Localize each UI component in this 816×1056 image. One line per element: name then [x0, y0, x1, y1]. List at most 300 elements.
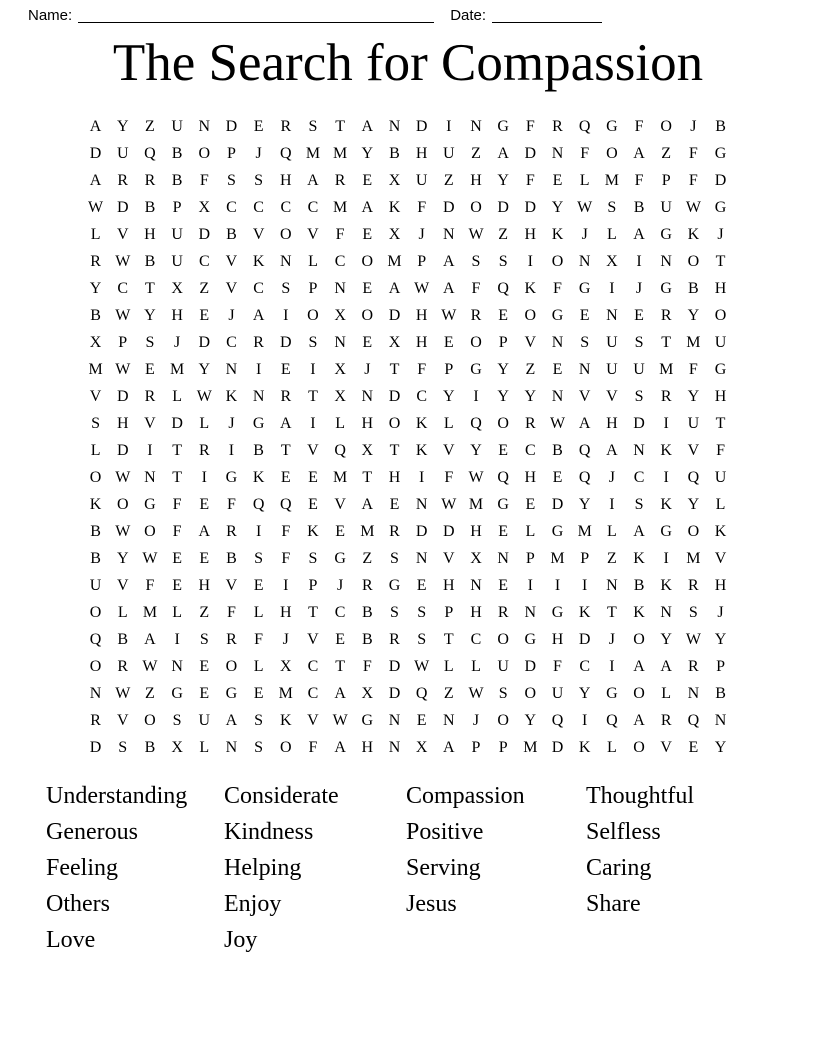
grid-letter[interactable]: F	[417, 361, 427, 378]
grid-letter[interactable]: O	[524, 307, 537, 324]
grid-letter[interactable]: S	[254, 550, 264, 567]
grid-letter[interactable]: F	[553, 658, 562, 675]
grid-letter[interactable]: A	[307, 172, 319, 189]
grid-letter[interactable]: E	[253, 118, 264, 135]
grid-letter[interactable]: A	[361, 118, 374, 135]
grid-letter[interactable]: W	[414, 280, 430, 297]
grid-letter[interactable]: Q	[687, 469, 700, 486]
grid-letter[interactable]: W	[441, 496, 457, 513]
grid-letter[interactable]: U	[714, 334, 727, 351]
grid-letter[interactable]: Z	[443, 685, 454, 702]
grid-letter[interactable]: G	[660, 226, 672, 243]
grid-letter[interactable]: E	[253, 685, 264, 702]
grid-letter[interactable]: V	[225, 280, 238, 297]
word-list-item[interactable]: Enjoy	[224, 891, 282, 917]
grid-letter[interactable]: I	[228, 442, 235, 459]
grid-letter[interactable]: E	[308, 496, 318, 513]
grid-letter[interactable]: G	[497, 118, 509, 135]
grid-letter[interactable]: S	[145, 334, 155, 351]
grid-letter[interactable]: N	[606, 577, 618, 594]
grid-letter[interactable]: N	[280, 253, 292, 270]
grid-letter[interactable]: J	[173, 334, 181, 351]
grid-letter[interactable]: I	[255, 523, 262, 540]
grid-letter[interactable]: S	[471, 253, 481, 270]
grid-letter[interactable]: O	[144, 523, 156, 540]
grid-letter[interactable]: B	[688, 280, 699, 297]
grid-letter[interactable]: N	[714, 712, 727, 729]
grid-letter[interactable]: F	[688, 361, 698, 378]
grid-letter[interactable]: V	[443, 442, 455, 459]
grid-letter[interactable]: E	[362, 334, 373, 351]
grid-letter[interactable]: K	[388, 199, 401, 216]
grid-letter[interactable]: F	[688, 145, 698, 162]
grid-letter[interactable]: O	[361, 253, 374, 270]
grid-letter[interactable]: R	[688, 658, 699, 675]
grid-letter[interactable]: A	[334, 739, 346, 756]
grid-letter[interactable]: H	[443, 577, 455, 594]
grid-letter[interactable]: U	[443, 145, 455, 162]
grid-letter[interactable]: A	[443, 253, 455, 270]
grid-letter[interactable]: H	[714, 577, 727, 594]
grid-letter[interactable]: G	[225, 469, 238, 486]
grid-letter[interactable]: N	[89, 685, 102, 702]
grid-letter[interactable]: E	[498, 307, 509, 324]
grid-letter[interactable]: V	[307, 631, 319, 648]
grid-letter[interactable]: X	[89, 334, 102, 351]
grid-letter[interactable]: Y	[497, 388, 509, 405]
grid-letter[interactable]: D	[415, 523, 428, 540]
grid-letter[interactable]: A	[280, 415, 292, 432]
grid-letter[interactable]: F	[580, 145, 590, 162]
grid-letter[interactable]: E	[552, 172, 563, 189]
grid-letter[interactable]: H	[470, 604, 482, 621]
grid-letter[interactable]: I	[147, 442, 153, 459]
grid-letter[interactable]: O	[225, 658, 238, 675]
grid-letter[interactable]: Y	[578, 685, 591, 702]
grid-letter[interactable]: G	[606, 118, 618, 135]
grid-letter[interactable]: W	[414, 658, 430, 675]
grid-letter[interactable]: D	[89, 145, 102, 162]
grid-letter[interactable]: D	[524, 145, 537, 162]
grid-letter[interactable]: K	[225, 388, 238, 405]
grid-letter[interactable]: L	[606, 523, 617, 540]
grid-letter[interactable]: T	[145, 280, 155, 297]
word-list-item[interactable]: Serving	[406, 855, 481, 881]
grid-letter[interactable]: N	[443, 712, 455, 729]
grid-letter[interactable]: I	[310, 415, 316, 432]
grid-letter[interactable]: S	[199, 631, 209, 648]
grid-letter[interactable]: O	[524, 685, 537, 702]
grid-letter[interactable]: K	[415, 442, 428, 459]
grid-letter[interactable]: V	[225, 253, 238, 270]
grid-letter[interactable]: A	[252, 307, 265, 324]
grid-letter[interactable]: H	[361, 415, 374, 432]
grid-letter[interactable]: U	[714, 469, 727, 486]
grid-letter[interactable]: C	[307, 685, 319, 702]
grid-letter[interactable]: U	[171, 253, 183, 270]
grid-letter[interactable]: V	[252, 226, 265, 243]
grid-letter[interactable]: N	[144, 469, 156, 486]
grid-letter[interactable]: K	[633, 550, 645, 567]
grid-letter[interactable]: U	[497, 658, 509, 675]
grid-letter[interactable]: N	[551, 388, 564, 405]
grid-letter[interactable]: D	[89, 739, 102, 756]
word-list-item[interactable]: Positive	[406, 819, 484, 845]
grid-letter[interactable]: C	[307, 658, 319, 675]
grid-letter[interactable]: E	[498, 523, 509, 540]
grid-letter[interactable]: S	[607, 199, 617, 216]
grid-letter[interactable]: O	[633, 739, 645, 756]
grid-letter[interactable]: T	[335, 658, 346, 675]
grid-letter[interactable]: G	[578, 280, 591, 297]
grid-letter[interactable]: R	[389, 631, 400, 648]
grid-letter[interactable]: U	[89, 577, 102, 594]
grid-letter[interactable]: I	[663, 415, 669, 432]
grid-letter[interactable]: W	[468, 685, 484, 702]
grid-letter[interactable]: H	[551, 631, 564, 648]
grid-letter[interactable]: R	[361, 577, 373, 594]
grid-letter[interactable]: B	[633, 199, 645, 216]
grid-letter[interactable]: H	[388, 469, 401, 486]
grid-letter[interactable]: O	[497, 415, 509, 432]
grid-letter[interactable]: V	[144, 415, 156, 432]
word-list-item[interactable]: Kindness	[224, 819, 314, 845]
grid-letter[interactable]: M	[577, 523, 592, 540]
word-list-item[interactable]: Love	[46, 927, 96, 953]
grid-letter[interactable]: D	[497, 199, 509, 216]
grid-letter[interactable]: W	[115, 361, 131, 378]
grid-letter[interactable]: K	[714, 523, 727, 540]
grid-letter[interactable]: R	[253, 334, 264, 351]
grid-letter[interactable]: T	[389, 361, 400, 378]
grid-letter[interactable]: C	[280, 199, 292, 216]
grid-letter[interactable]: S	[417, 631, 427, 648]
grid-letter[interactable]: F	[634, 118, 644, 135]
grid-letter[interactable]: F	[688, 172, 698, 189]
grid-letter[interactable]: W	[549, 415, 566, 432]
grid-letter[interactable]: T	[715, 415, 726, 432]
grid-letter[interactable]: J	[337, 577, 344, 594]
grid-letter[interactable]: Y	[660, 631, 672, 648]
grid-letter[interactable]: W	[685, 631, 701, 648]
grid-letter[interactable]: V	[714, 550, 727, 567]
grid-letter[interactable]: F	[281, 523, 291, 540]
grid-letter[interactable]: T	[172, 442, 182, 459]
grid-letter[interactable]: A	[443, 739, 455, 756]
grid-letter[interactable]: X	[606, 253, 618, 270]
grid-letter[interactable]: G	[714, 199, 727, 216]
grid-letter[interactable]: I	[609, 496, 615, 513]
grid-letter[interactable]: K	[252, 253, 265, 270]
grid-letter[interactable]: A	[334, 685, 346, 702]
grid-letter[interactable]: I	[582, 712, 588, 729]
grid-letter[interactable]: O	[470, 334, 482, 351]
grid-letter[interactable]: J	[364, 361, 371, 378]
grid-letter[interactable]: Y	[714, 631, 727, 648]
grid-letter[interactable]: A	[89, 118, 102, 135]
word-list-item[interactable]: Selfless	[586, 819, 661, 845]
grid-letter[interactable]: T	[715, 253, 726, 270]
grid-letter[interactable]: C	[226, 334, 237, 351]
grid-letter[interactable]: P	[226, 145, 236, 162]
grid-letter[interactable]: V	[225, 577, 238, 594]
grid-letter[interactable]: A	[443, 280, 455, 297]
grid-letter[interactable]: Q	[334, 442, 346, 459]
grid-letter[interactable]: N	[225, 361, 238, 378]
grid-letter[interactable]: Y	[144, 307, 156, 324]
grid-letter[interactable]: Y	[687, 307, 700, 324]
grid-letter[interactable]: T	[389, 442, 400, 459]
grid-letter[interactable]: K	[578, 739, 591, 756]
grid-letter[interactable]: Q	[578, 469, 591, 486]
grid-letter[interactable]: M	[278, 685, 293, 702]
grid-letter[interactable]: F	[525, 172, 535, 189]
grid-letter[interactable]: K	[687, 226, 700, 243]
grid-letter[interactable]: H	[361, 739, 374, 756]
grid-letter[interactable]: T	[308, 604, 318, 621]
grid-letter[interactable]: W	[142, 658, 158, 675]
grid-letter[interactable]: F	[199, 172, 209, 189]
grid-letter[interactable]: H	[415, 307, 428, 324]
grid-letter[interactable]: E	[199, 496, 210, 513]
grid-letter[interactable]: K	[578, 604, 591, 621]
grid-letter[interactable]: L	[443, 658, 454, 675]
grid-letter[interactable]: X	[334, 307, 346, 324]
grid-letter[interactable]: Y	[116, 118, 129, 135]
grid-letter[interactable]: G	[524, 631, 537, 648]
grid-letter[interactable]: N	[470, 577, 482, 594]
grid-letter[interactable]: J	[635, 280, 643, 297]
grid-letter[interactable]: H	[606, 415, 618, 432]
grid-letter[interactable]: E	[389, 496, 400, 513]
grid-letter[interactable]: S	[254, 739, 264, 756]
grid-letter[interactable]: K	[307, 523, 319, 540]
grid-letter[interactable]: Q	[252, 496, 265, 513]
grid-letter[interactable]: S	[390, 604, 399, 621]
grid-letter[interactable]: S	[688, 604, 698, 621]
grid-letter[interactable]: I	[636, 253, 642, 270]
grid-letter[interactable]: S	[390, 550, 399, 567]
grid-letter[interactable]: E	[552, 361, 563, 378]
grid-letter[interactable]: N	[415, 496, 428, 513]
grid-letter[interactable]: O	[497, 712, 509, 729]
grid-letter[interactable]: O	[280, 739, 292, 756]
grid-letter[interactable]: B	[361, 631, 373, 648]
grid-letter[interactable]: D	[524, 199, 537, 216]
grid-letter[interactable]: V	[606, 388, 618, 405]
grid-letter[interactable]: N	[470, 118, 482, 135]
grid-letter[interactable]: N	[606, 307, 618, 324]
grid-letter[interactable]: R	[144, 172, 156, 189]
grid-letter[interactable]: A	[144, 631, 156, 648]
grid-letter[interactable]: E	[552, 469, 563, 486]
grid-letter[interactable]: C	[226, 199, 237, 216]
grid-letter[interactable]: J	[282, 631, 289, 648]
grid-letter[interactable]: D	[388, 658, 401, 675]
grid-letter[interactable]: N	[334, 280, 346, 297]
grid-letter[interactable]: W	[332, 712, 348, 729]
grid-letter[interactable]: F	[254, 631, 264, 648]
grid-letter[interactable]: F	[471, 280, 481, 297]
grid-letter[interactable]: M	[387, 253, 402, 270]
grid-letter[interactable]: F	[226, 496, 236, 513]
grid-letter[interactable]: S	[226, 172, 236, 189]
grid-letter[interactable]: O	[89, 604, 102, 621]
grid-letter[interactable]: U	[551, 685, 564, 702]
grid-letter[interactable]: F	[335, 226, 345, 243]
grid-letter[interactable]: L	[199, 739, 210, 756]
grid-letter[interactable]: N	[171, 658, 183, 675]
grid-letter[interactable]: L	[90, 226, 101, 243]
grid-letter[interactable]: Q	[280, 496, 292, 513]
grid-letter[interactable]: X	[388, 334, 401, 351]
grid-letter[interactable]: E	[335, 631, 346, 648]
grid-letter[interactable]: A	[633, 145, 645, 162]
grid-letter[interactable]: A	[89, 172, 102, 189]
grid-letter[interactable]: G	[714, 361, 727, 378]
grid-letter[interactable]: P	[471, 739, 481, 756]
grid-letter[interactable]: I	[554, 577, 561, 594]
grid-letter[interactable]: O	[633, 685, 645, 702]
grid-letter[interactable]: H	[198, 577, 211, 594]
grid-letter[interactable]: Z	[145, 685, 155, 702]
grid-letter[interactable]: X	[388, 172, 401, 189]
grid-letter[interactable]: C	[470, 631, 482, 648]
grid-letter[interactable]: Q	[280, 145, 292, 162]
grid-letter[interactable]: C	[253, 199, 264, 216]
word-list-item[interactable]: Share	[586, 891, 641, 917]
grid-letter[interactable]: Y	[578, 496, 591, 513]
grid-letter[interactable]: M	[333, 145, 348, 162]
grid-letter[interactable]: V	[307, 442, 319, 459]
grid-letter[interactable]: B	[715, 118, 726, 135]
grid-letter[interactable]: A	[361, 199, 374, 216]
grid-letter[interactable]: G	[497, 496, 509, 513]
grid-letter[interactable]: N	[415, 550, 428, 567]
word-list-item[interactable]: Caring	[586, 855, 652, 881]
grid-letter[interactable]: D	[551, 739, 564, 756]
grid-letter[interactable]: O	[660, 118, 672, 135]
grid-letter[interactable]: E	[498, 577, 509, 594]
grid-letter[interactable]: D	[225, 118, 238, 135]
grid-letter[interactable]: Q	[687, 712, 700, 729]
grid-letter[interactable]: B	[90, 523, 101, 540]
grid-letter[interactable]: B	[144, 739, 156, 756]
word-list-item[interactable]: Others	[46, 891, 110, 917]
grid-letter[interactable]: H	[144, 226, 156, 243]
grid-letter[interactable]: T	[362, 469, 373, 486]
grid-letter[interactable]: W	[196, 388, 212, 405]
grid-letter[interactable]: K	[415, 415, 428, 432]
grid-letter[interactable]: Z	[525, 361, 536, 378]
grid-letter[interactable]: C	[579, 658, 591, 675]
grid-letter[interactable]: P	[716, 658, 725, 675]
grid-letter[interactable]: U	[198, 712, 211, 729]
grid-letter[interactable]: L	[443, 415, 454, 432]
grid-letter[interactable]: W	[115, 307, 131, 324]
grid-letter[interactable]: L	[90, 442, 101, 459]
grid-letter[interactable]: L	[253, 658, 264, 675]
grid-letter[interactable]: C	[334, 604, 346, 621]
grid-letter[interactable]: G	[660, 523, 672, 540]
grid-letter[interactable]: P	[580, 550, 590, 567]
grid-letter[interactable]: O	[361, 307, 374, 324]
grid-letter[interactable]: Q	[497, 280, 509, 297]
grid-letter[interactable]: J	[418, 226, 425, 243]
grid-letter[interactable]: G	[171, 685, 183, 702]
grid-letter[interactable]: F	[716, 442, 725, 459]
grid-letter[interactable]: V	[89, 388, 102, 405]
grid-letter[interactable]: E	[308, 469, 318, 486]
grid-letter[interactable]: E	[634, 307, 644, 324]
grid-letter[interactable]: R	[525, 415, 536, 432]
grid-letter[interactable]: W	[88, 199, 104, 216]
grid-letter[interactable]: O	[714, 307, 727, 324]
grid-letter[interactable]: R	[497, 604, 509, 621]
grid-letter[interactable]: R	[226, 523, 237, 540]
grid-letter[interactable]: B	[171, 145, 183, 162]
grid-letter[interactable]: G	[606, 685, 618, 702]
grid-letter[interactable]: N	[443, 226, 455, 243]
grid-letter[interactable]: I	[446, 118, 452, 135]
grid-letter[interactable]: O	[144, 712, 156, 729]
grid-letter[interactable]: I	[310, 361, 316, 378]
grid-letter[interactable]: R	[280, 388, 292, 405]
grid-letter[interactable]: J	[228, 415, 235, 432]
grid-letter[interactable]: T	[661, 334, 672, 351]
grid-letter[interactable]: U	[633, 361, 645, 378]
grid-letter[interactable]: P	[525, 550, 535, 567]
word-list-item[interactable]: Jesus	[406, 891, 457, 917]
grid-letter[interactable]: R	[688, 577, 699, 594]
grid-letter[interactable]: Z	[606, 550, 617, 567]
grid-letter[interactable]: E	[362, 280, 373, 297]
grid-letter[interactable]: I	[663, 550, 669, 567]
grid-letter[interactable]: U	[116, 145, 129, 162]
grid-letter[interactable]: Y	[89, 280, 102, 297]
grid-letter[interactable]: D	[524, 658, 537, 675]
grid-letter[interactable]: S	[634, 334, 644, 351]
grid-letter[interactable]: E	[199, 550, 210, 567]
grid-letter[interactable]: B	[144, 199, 156, 216]
grid-letter[interactable]: H	[280, 604, 292, 621]
grid-letter[interactable]: N	[633, 442, 645, 459]
grid-letter[interactable]: W	[441, 307, 457, 324]
grid-letter[interactable]: I	[255, 361, 262, 378]
grid-letter[interactable]: E	[498, 442, 509, 459]
grid-letter[interactable]: X	[388, 226, 401, 243]
grid-letter[interactable]: A	[633, 712, 645, 729]
grid-letter[interactable]: L	[199, 415, 210, 432]
grid-letter[interactable]: X	[171, 280, 183, 297]
grid-letter[interactable]: N	[687, 685, 700, 702]
grid-letter[interactable]: P	[498, 334, 508, 351]
grid-letter[interactable]: A	[198, 523, 211, 540]
grid-letter[interactable]: U	[687, 415, 700, 432]
grid-letter[interactable]: P	[118, 334, 128, 351]
grid-letter[interactable]: O	[497, 631, 509, 648]
grid-letter[interactable]: N	[225, 739, 238, 756]
grid-letter[interactable]: L	[253, 604, 264, 621]
grid-letter[interactable]: E	[579, 307, 590, 324]
grid-letter[interactable]: M	[360, 523, 375, 540]
grid-letter[interactable]: V	[443, 550, 455, 567]
grid-letter[interactable]: H	[415, 334, 428, 351]
grid-letter[interactable]: A	[497, 145, 509, 162]
grid-letter[interactable]: R	[660, 388, 672, 405]
grid-letter[interactable]: O	[633, 631, 645, 648]
grid-letter[interactable]: H	[415, 145, 428, 162]
